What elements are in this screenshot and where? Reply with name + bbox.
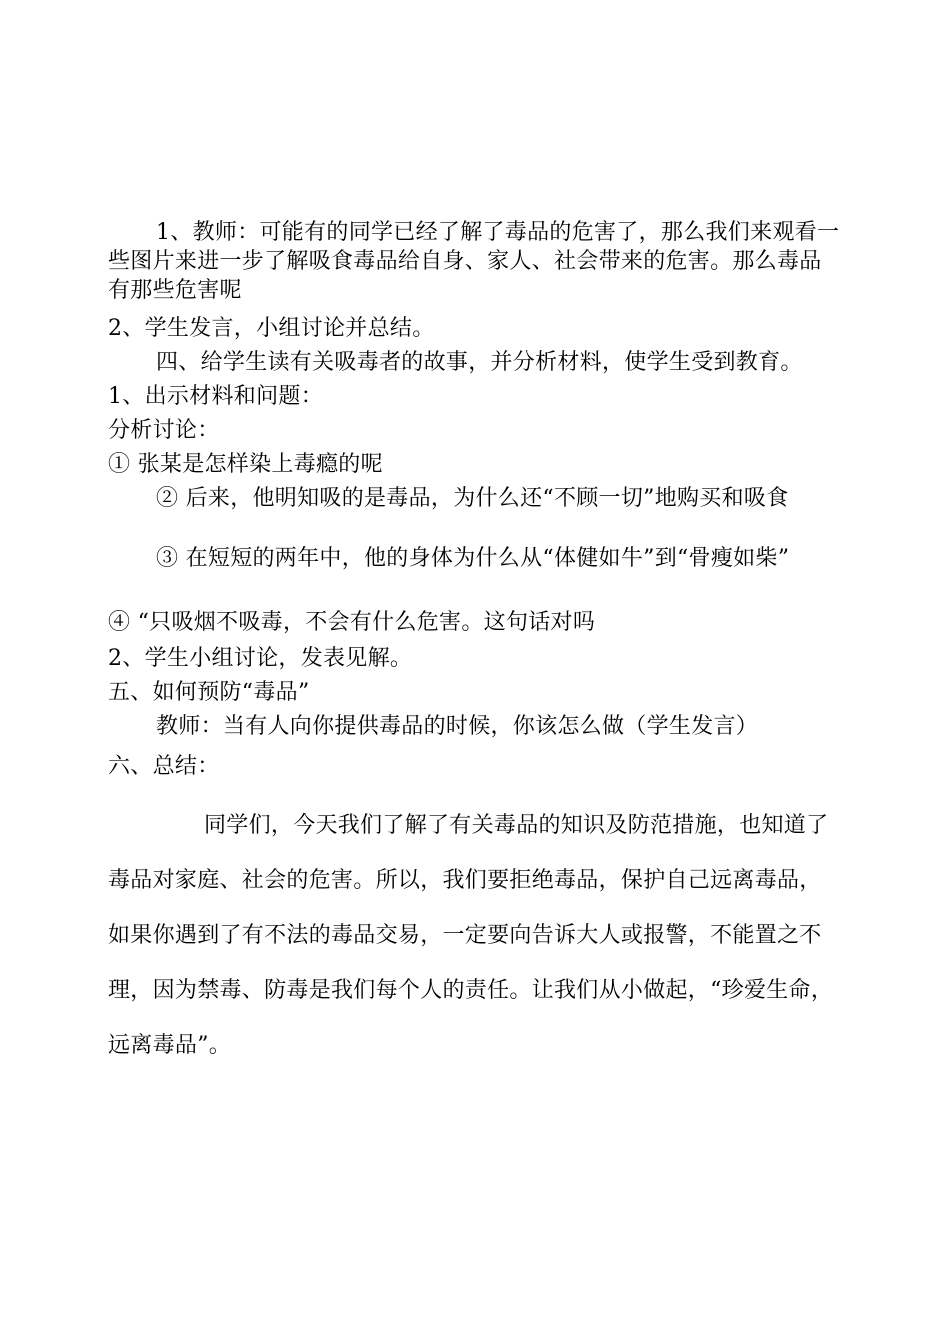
paragraph-analysis-label: 分析讨论：: [108, 418, 220, 443]
paragraph-summary: 同学们，今天我们了解了有关毒品的知识及防范措施，也知道了毒品对家庭、社会的危害。所以，我们要拒绝毒品，保护自己远离毒品，如果你遇到了有不法的毒品交易，一定要向告诉大人或报警，不能置之不理，因为禁毒、防毒是我们每个人的责任。让我们从小做起，“珍爱生命，远离毒品”。: [108, 813, 834, 1058]
question-two: ② 后来，他明知吸的是毒品，为什么还“不顾一切”地购买和吸食: [156, 486, 789, 511]
question-one: ① 张某是怎样染上毒瘾的呢: [108, 452, 383, 477]
paragraph-show-material: 1、出示材料和问题：: [108, 384, 323, 409]
question-three: ③ 在短短的两年中，他的身体为什么从“体健如牛”到“骨瘦如柴”: [156, 546, 790, 571]
paragraph-group-discussion: 2、学生小组讨论，发表见解。: [108, 646, 413, 671]
paragraph-student-discussion: 2、学生发言，小组讨论并总结。: [108, 316, 435, 341]
section-heading-five: 五、如何预防“毒品”: [108, 680, 310, 705]
question-four: ④ “只吸烟不吸毒，不会有什么危害。这句话对吗: [108, 610, 596, 635]
section-heading-four: 四、给学生读有关吸毒者的故事，并分析材料，使学生受到教育。: [156, 350, 803, 375]
paragraph-teacher-question: 教师：当有人向你提供毒品的时候，你该怎么做（学生发言）: [156, 714, 759, 739]
section-heading-six: 六、总结：: [108, 754, 220, 779]
paragraph-teacher-intro: 1、教师：可能有的同学已经了解了毒品的危害了，那么我们来观看一些图片来进一步了解吸食毒品给自身、家人、社会带来的危害。那么毒品有那些危害呢: [108, 220, 840, 303]
